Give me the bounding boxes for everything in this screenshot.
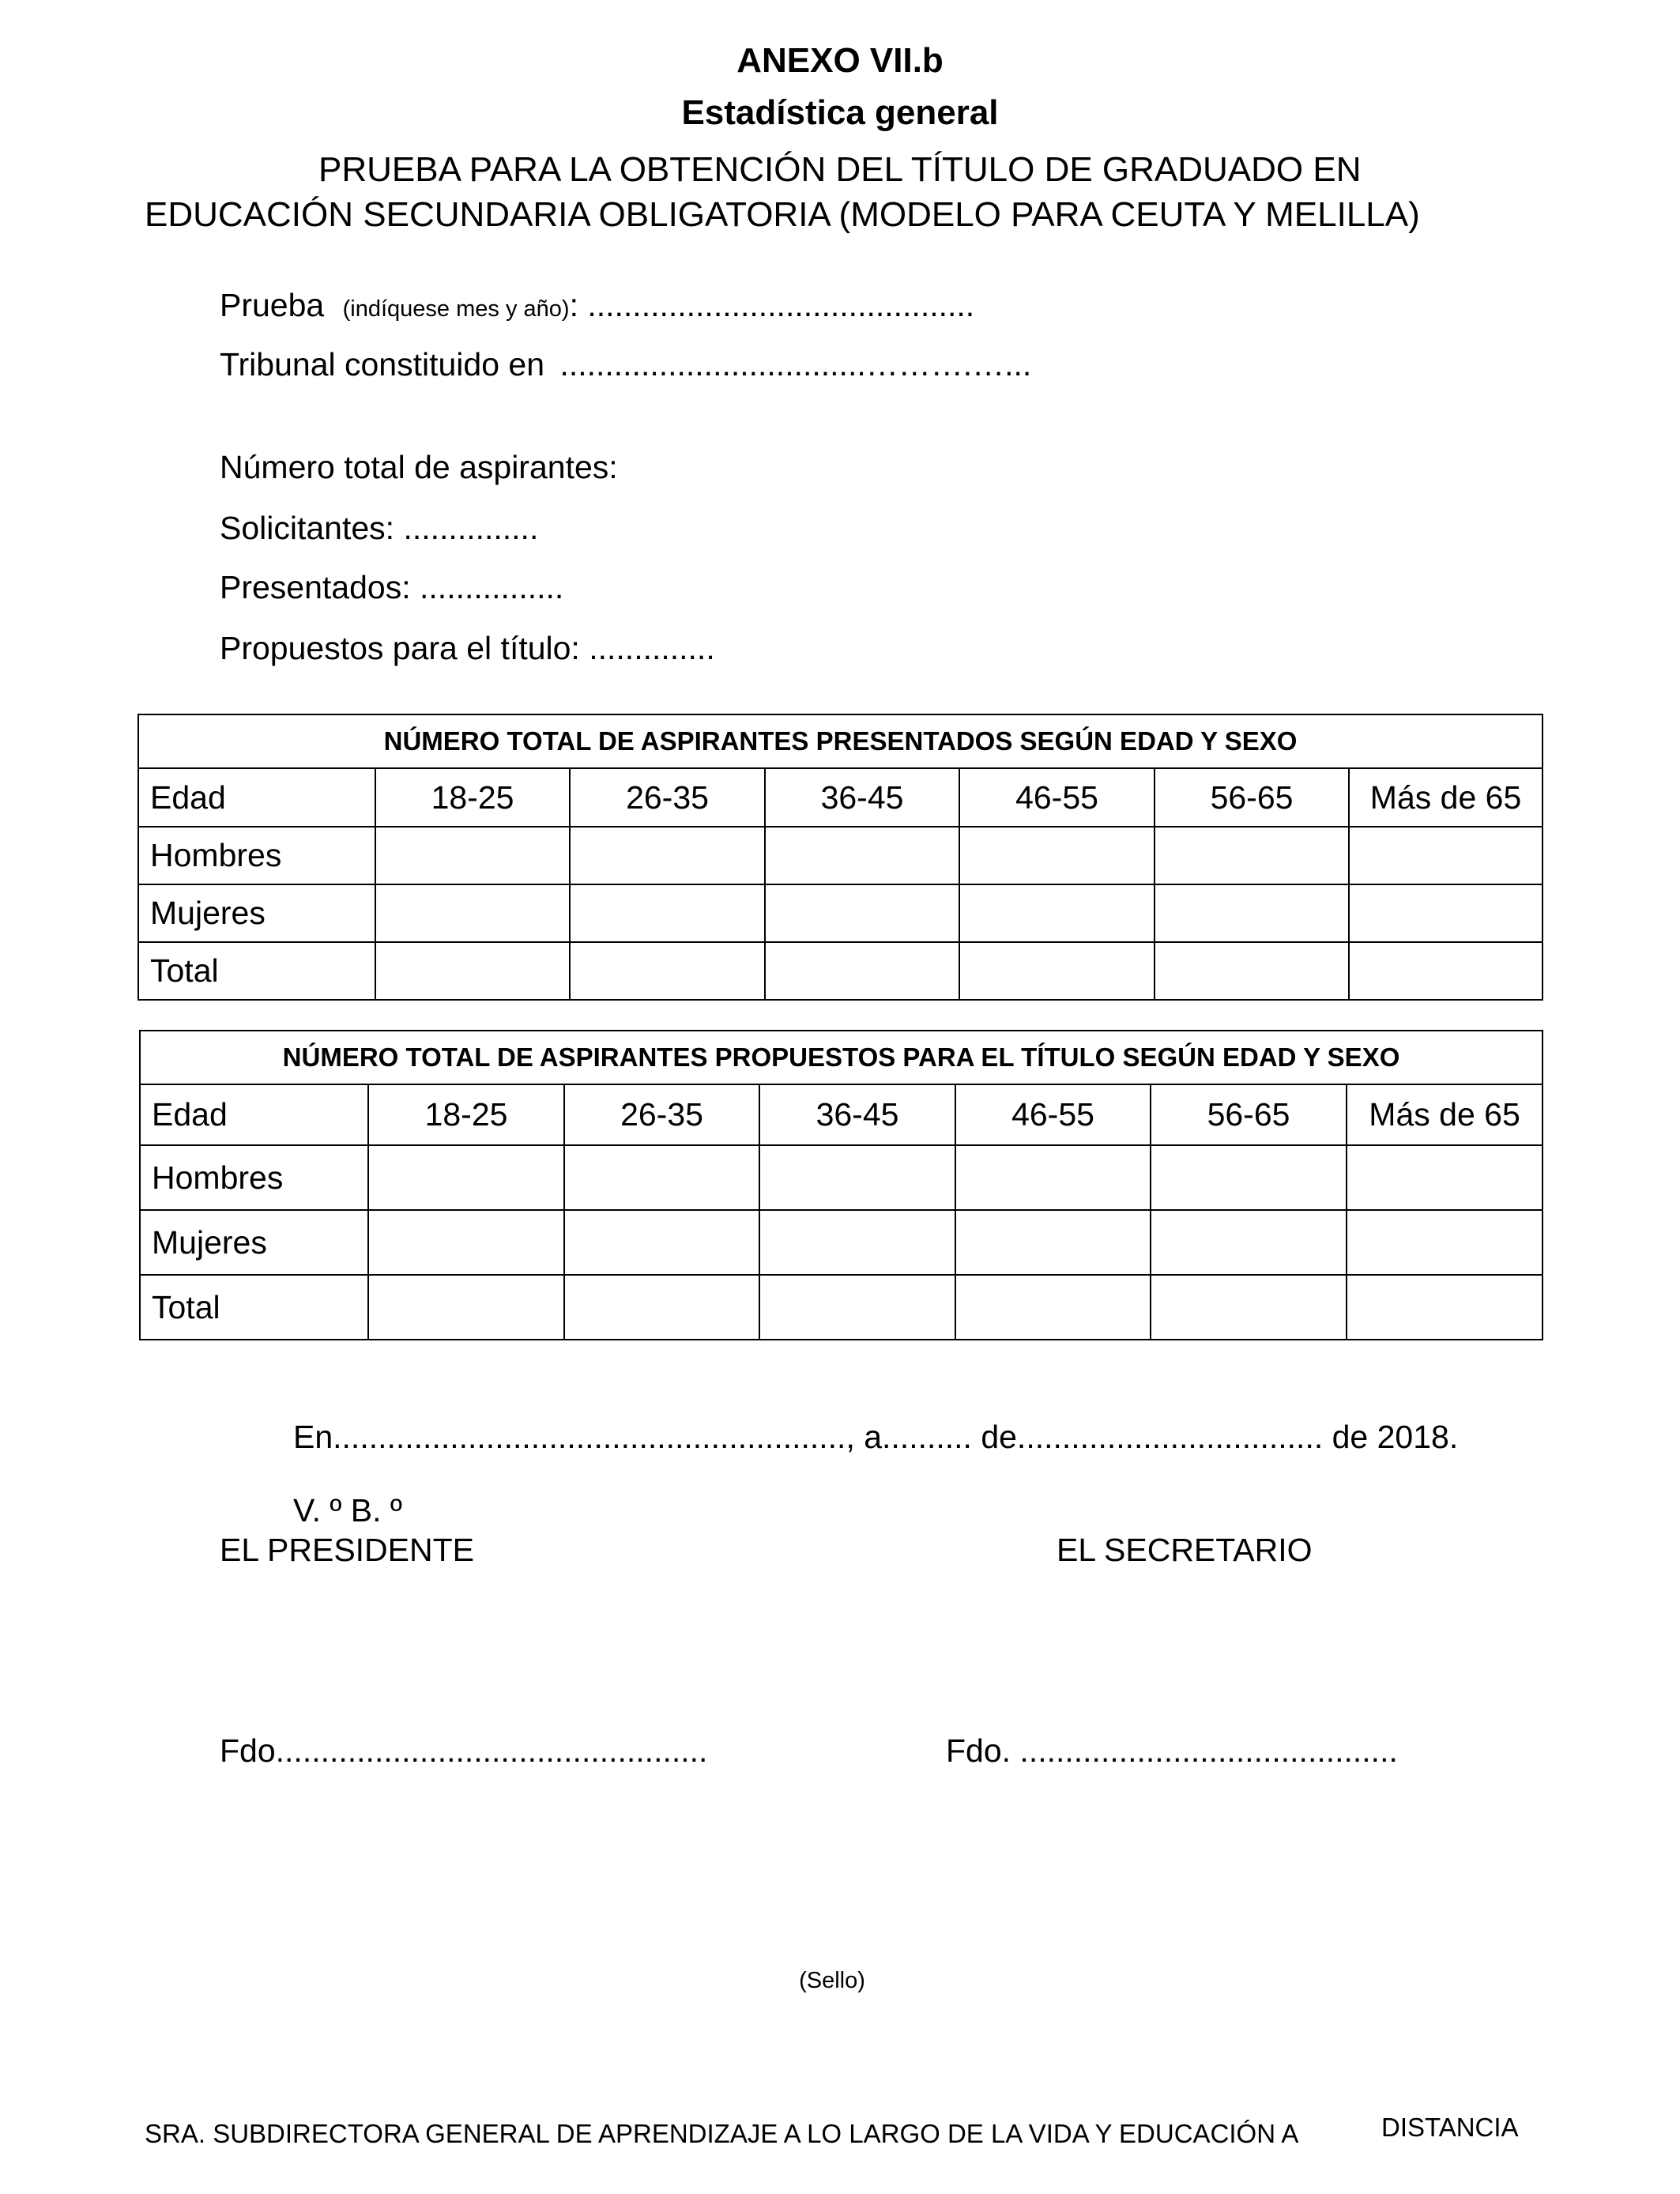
table-cell[interactable] bbox=[1151, 1210, 1347, 1275]
table-cell[interactable] bbox=[765, 884, 959, 942]
vobo-label: V. º B. º bbox=[293, 1492, 402, 1529]
table-cell[interactable] bbox=[368, 1210, 564, 1275]
table-cell[interactable] bbox=[959, 884, 1155, 942]
table-cell[interactable] bbox=[368, 1275, 564, 1340]
row-label-total: Total bbox=[140, 1275, 368, 1340]
table-cell[interactable] bbox=[1349, 884, 1543, 942]
table-title: NÚMERO TOTAL DE ASPIRANTES PROPUESTOS PARA EL TÍTULO SEGÚN EDAD Y SEXO bbox=[140, 1031, 1543, 1084]
table-cell[interactable] bbox=[955, 1210, 1151, 1275]
prueba-label: Prueba bbox=[220, 287, 325, 323]
prueba-hint: (indíquese mes y año) bbox=[342, 296, 570, 322]
table-cell[interactable] bbox=[1347, 1145, 1543, 1210]
presentados-label: Presentados: bbox=[220, 569, 411, 605]
table-cell[interactable] bbox=[564, 1275, 759, 1340]
table-cell[interactable] bbox=[375, 884, 570, 942]
table-cell[interactable] bbox=[1347, 1210, 1543, 1275]
table-cell[interactable] bbox=[368, 1145, 564, 1210]
table-row bbox=[140, 1210, 1543, 1275]
section-title: Estadística general bbox=[681, 93, 999, 132]
title-line-1: PRUEBA PARA LA OBTENCIÓN DEL TÍTULO DE GRADUADO EN bbox=[318, 150, 1362, 189]
table-cell[interactable] bbox=[564, 1145, 759, 1210]
addressee-end: DISTANCIA bbox=[1381, 2113, 1519, 2142]
table-cell[interactable] bbox=[759, 1145, 955, 1210]
solicitantes-value[interactable]: ............... bbox=[403, 510, 539, 546]
table-row bbox=[140, 1145, 1543, 1210]
row-label-mujeres: Mujeres bbox=[138, 884, 375, 942]
presentados-value[interactable]: ................ bbox=[420, 569, 564, 605]
age-range-56-65: 56-65 bbox=[1155, 768, 1349, 827]
title-line-2: EDUCACIÓN SECUNDARIA OBLIGATORIA (MODELO PARA CEUTA Y MELILLA) bbox=[145, 195, 1420, 234]
table-cell[interactable] bbox=[955, 1275, 1151, 1340]
age-range-26-35: 26-35 bbox=[564, 1084, 759, 1145]
tribunal-field bbox=[220, 346, 1031, 383]
propuestos-label: Propuestos para el título: bbox=[220, 630, 580, 666]
secretary-label: EL SECRETARIO bbox=[1057, 1532, 1313, 1568]
tribunal-value[interactable]: ..................................……….…... bbox=[559, 346, 1032, 383]
age-label: Edad bbox=[140, 1084, 368, 1145]
solicitantes-field bbox=[220, 510, 538, 547]
table-cell[interactable] bbox=[1151, 1145, 1347, 1210]
age-range-36-45: 36-45 bbox=[759, 1084, 955, 1145]
table-cell[interactable] bbox=[759, 1275, 955, 1340]
age-range-over-65: Más de 65 bbox=[1347, 1084, 1543, 1145]
table-cell[interactable] bbox=[1349, 942, 1543, 1000]
table-cell[interactable] bbox=[570, 827, 765, 884]
age-range-18-25: 18-25 bbox=[375, 768, 570, 827]
row-label-total: Total bbox=[138, 942, 375, 1000]
table-title: NÚMERO TOTAL DE ASPIRANTES PRESENTADOS SEGÚN EDAD Y SEXO bbox=[138, 714, 1543, 768]
table-cell[interactable] bbox=[1155, 884, 1349, 942]
total-aspirantes-label: Número total de aspirantes: bbox=[220, 449, 618, 485]
age-range-46-55: 46-55 bbox=[959, 768, 1155, 827]
table-cell[interactable] bbox=[375, 942, 570, 1000]
prueba-field bbox=[220, 287, 974, 324]
annex-title: ANEXO VII.b bbox=[736, 41, 944, 80]
propuestos-table bbox=[139, 1030, 1543, 1340]
president-signature[interactable]: Fdo................................................ bbox=[220, 1732, 708, 1769]
table-cell[interactable] bbox=[1347, 1275, 1543, 1340]
row-label-mujeres: Mujeres bbox=[140, 1210, 368, 1275]
date-line[interactable]: En........................................................., a.......... de.................................. de 2018. bbox=[293, 1419, 1459, 1455]
seal-label: (Sello) bbox=[799, 1968, 865, 1993]
tribunal-label: Tribunal constituido en bbox=[220, 346, 545, 383]
age-label: Edad bbox=[138, 768, 375, 827]
table-cell[interactable] bbox=[564, 1210, 759, 1275]
prueba-value[interactable]: : ........................................... bbox=[569, 287, 975, 323]
table-row bbox=[138, 884, 1543, 942]
table-cell[interactable] bbox=[1155, 827, 1349, 884]
table-row bbox=[138, 827, 1543, 884]
table-cell[interactable] bbox=[1155, 942, 1349, 1000]
addressee-main: SRA. SUBDIRECTORA GENERAL DE APRENDIZAJE A LO LARGO DE LA VIDA Y EDUCACIÓN A bbox=[145, 2119, 1299, 2148]
age-range-18-25: 18-25 bbox=[368, 1084, 564, 1145]
solicitantes-label: Solicitantes: bbox=[220, 510, 395, 546]
table-cell[interactable] bbox=[1151, 1275, 1347, 1340]
secretary-signature[interactable]: Fdo. .......................................... bbox=[946, 1732, 1398, 1769]
table-row bbox=[138, 942, 1543, 1000]
table-cell[interactable] bbox=[375, 827, 570, 884]
table-row bbox=[140, 1275, 1543, 1340]
president-label: EL PRESIDENTE bbox=[220, 1532, 475, 1568]
age-range-26-35: 26-35 bbox=[570, 768, 765, 827]
table-cell[interactable] bbox=[765, 942, 959, 1000]
age-range-36-45: 36-45 bbox=[765, 768, 959, 827]
age-range-56-65: 56-65 bbox=[1151, 1084, 1347, 1145]
row-label-hombres: Hombres bbox=[138, 827, 375, 884]
propuestos-field bbox=[220, 630, 715, 667]
table-cell[interactable] bbox=[759, 1210, 955, 1275]
table-cell[interactable] bbox=[570, 942, 765, 1000]
table-cell[interactable] bbox=[1349, 827, 1543, 884]
presentados-table bbox=[137, 714, 1543, 1001]
table-cell[interactable] bbox=[959, 827, 1155, 884]
table-cell[interactable] bbox=[959, 942, 1155, 1000]
table-cell[interactable] bbox=[955, 1145, 1151, 1210]
propuestos-value[interactable]: .............. bbox=[589, 630, 715, 666]
age-range-over-65: Más de 65 bbox=[1349, 768, 1543, 827]
age-range-46-55: 46-55 bbox=[955, 1084, 1151, 1145]
row-label-hombres: Hombres bbox=[140, 1145, 368, 1210]
table-cell[interactable] bbox=[765, 827, 959, 884]
table-cell[interactable] bbox=[570, 884, 765, 942]
presentados-field bbox=[220, 569, 563, 606]
